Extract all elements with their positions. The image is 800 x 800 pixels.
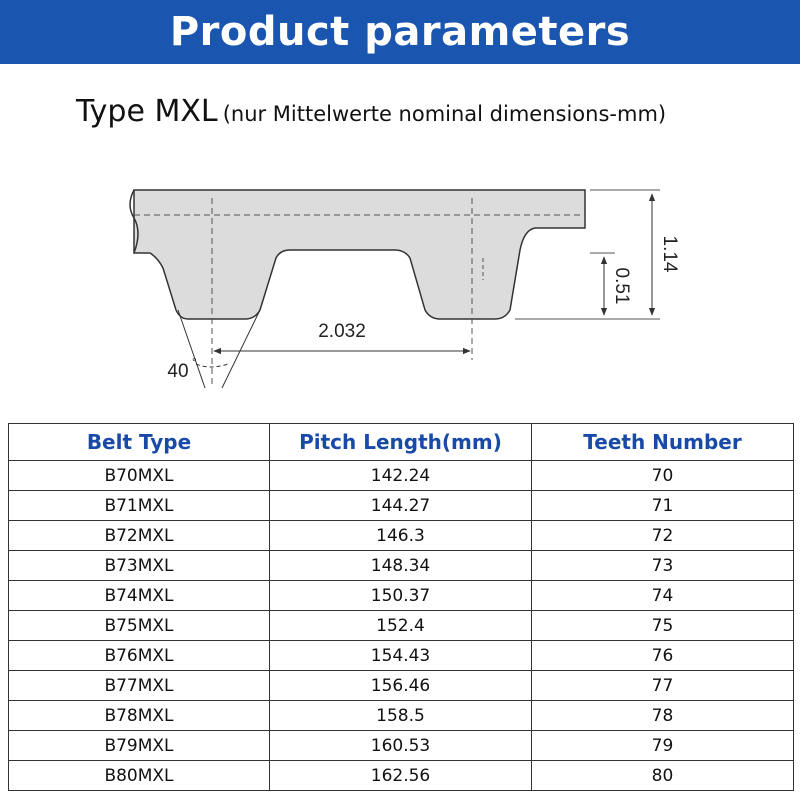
table-row <box>9 461 794 491</box>
total-height-dimension: 1.14 <box>659 235 680 273</box>
pitch-length-cell: 150.37 <box>270 581 532 611</box>
teeth-number-cell: 74 <box>532 581 794 611</box>
pitch-length-cell: 146.3 <box>270 521 532 551</box>
title-banner <box>0 0 800 64</box>
belt-type-cell: B70MXL <box>9 461 270 491</box>
teeth-number-cell: 77 <box>532 671 794 701</box>
pitch-length-cell: 154.43 <box>270 641 532 671</box>
belt-type-cell: B72MXL <box>9 521 270 551</box>
degree-mark: ° <box>192 355 197 369</box>
table-row <box>9 611 794 641</box>
type-heading <box>76 94 666 129</box>
table-row <box>9 521 794 551</box>
belt-type-cell: B74MXL <box>9 581 270 611</box>
belt-type-cell: B76MXL <box>9 641 270 671</box>
dimensions-note: (nur Mittelwerte nominal dimensions-mm) <box>222 102 667 126</box>
pitch-length-cell: 152.4 <box>270 611 532 641</box>
teeth-number-cell: 70 <box>532 461 794 491</box>
header-teeth-number: Teeth Number <box>532 424 794 461</box>
table-row <box>9 641 794 671</box>
table-row <box>9 731 794 761</box>
pitch-length-cell: 158.5 <box>270 701 532 731</box>
table-row <box>9 761 794 791</box>
belt-profile-diagram <box>0 170 800 400</box>
tooth-height-dimension: 0.51 <box>611 267 632 305</box>
belt-profile-shape <box>134 190 585 319</box>
pitch-length-cell: 162.56 <box>270 761 532 791</box>
header-pitch-length: Pitch Length(mm) <box>270 424 532 461</box>
teeth-number-cell: 72 <box>532 521 794 551</box>
table-row <box>9 671 794 701</box>
teeth-number-cell: 71 <box>532 491 794 521</box>
belt-type-cell: B73MXL <box>9 551 270 581</box>
table-row <box>9 491 794 521</box>
angle-dimension: 40 <box>167 361 189 382</box>
pitch-length-cell: 160.53 <box>270 731 532 761</box>
belt-type-cell: B75MXL <box>9 611 270 641</box>
table-header-row <box>9 424 794 461</box>
table-row <box>9 701 794 731</box>
header-belt-type: Belt Type <box>9 424 270 461</box>
belt-type-label: Type MXL <box>76 94 218 129</box>
belt-type-cell: B79MXL <box>9 731 270 761</box>
teeth-number-cell: 76 <box>532 641 794 671</box>
teeth-number-cell: 73 <box>532 551 794 581</box>
pitch-length-cell: 144.27 <box>270 491 532 521</box>
teeth-number-cell: 79 <box>532 731 794 761</box>
belt-spec-table <box>8 423 794 791</box>
pitch-length-cell: 142.24 <box>270 461 532 491</box>
teeth-number-cell: 78 <box>532 701 794 731</box>
page-title: Product parameters <box>169 9 631 55</box>
table-row <box>9 581 794 611</box>
table-row <box>9 551 794 581</box>
belt-type-cell: B80MXL <box>9 761 270 791</box>
pitch-length-cell: 148.34 <box>270 551 532 581</box>
belt-type-cell: B78MXL <box>9 701 270 731</box>
belt-type-cell: B77MXL <box>9 671 270 701</box>
teeth-number-cell: 80 <box>532 761 794 791</box>
belt-type-cell: B71MXL <box>9 491 270 521</box>
pitch-dimension: 2.032 <box>318 321 366 342</box>
pitch-length-cell: 156.46 <box>270 671 532 701</box>
teeth-number-cell: 75 <box>532 611 794 641</box>
